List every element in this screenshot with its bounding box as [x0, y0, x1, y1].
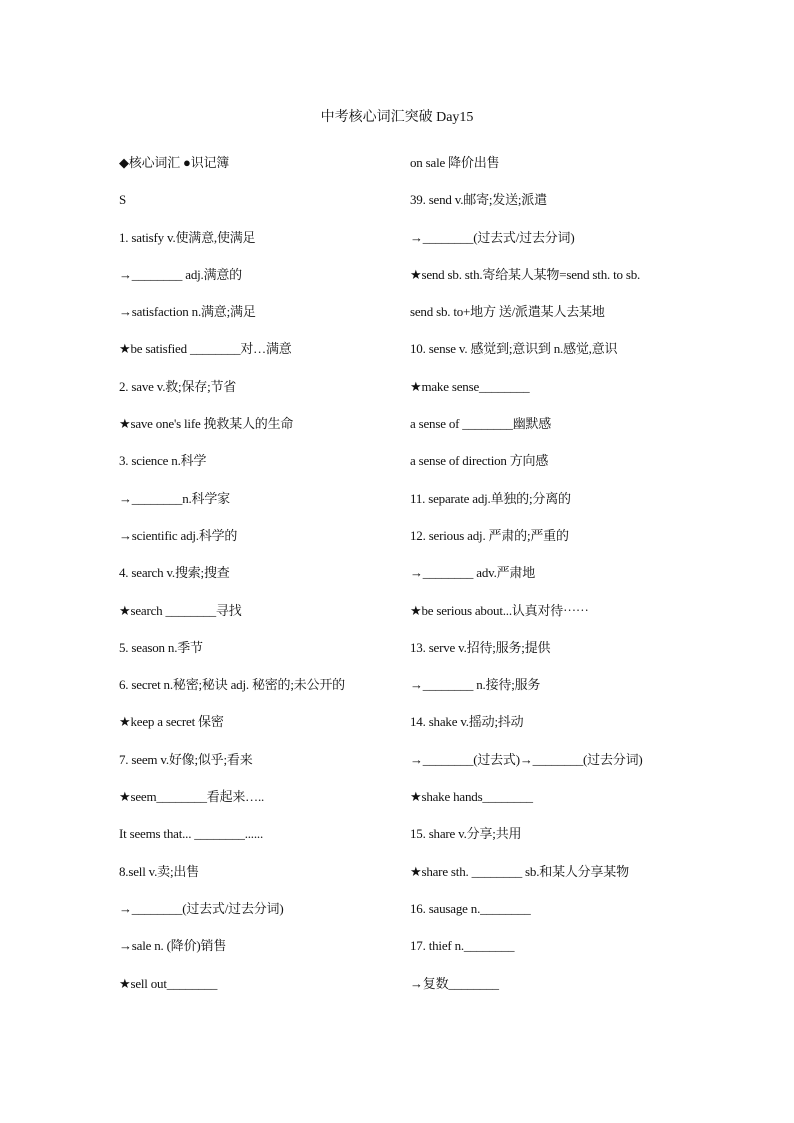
left-column-line: ★be satisfied ________对…满意: [119, 341, 292, 357]
right-column-line: 10. sense v. 感觉到;意识到 n.感觉,意识: [410, 341, 618, 357]
left-column-line: →________ adj.满意的: [119, 266, 242, 282]
right-column-line: 13. serve v.招待;服务;提供: [410, 639, 551, 655]
right-column-line: →________(过去式)→________(过去分词): [410, 751, 643, 767]
right-column-line: a sense of direction 方向感: [410, 453, 549, 469]
left-column-line: 6. secret n.秘密;秘诀 adj. 秘密的;未公开的: [119, 677, 345, 693]
right-column-line: 39. send v.邮寄;发送;派遣: [410, 192, 547, 208]
right-column-line: 11. separate adj.单独的;分离的: [410, 490, 571, 506]
right-column-line: →________ n.接待;服务: [410, 677, 541, 693]
right-column-line: 17. thief n.________: [410, 938, 515, 954]
left-column-line: 4. search v.搜索;搜查: [119, 565, 230, 581]
right-column-line: ★make sense________: [410, 378, 530, 394]
left-column-line: →________(过去式/过去分词): [119, 900, 284, 916]
left-column-line: ★save one's life 挽救某人的生命: [119, 416, 294, 432]
left-column-line: ★search ________寻找: [119, 602, 242, 618]
left-column: [119, 153, 419, 1011]
left-column-line: ★keep a secret 保密: [119, 714, 224, 730]
right-column-line: a sense of ________幽默感: [410, 416, 552, 432]
right-column-line: ★share sth. ________ sb.和某人分享某物: [410, 863, 629, 879]
left-column-line: →satisfaction n.满意;满足: [119, 304, 256, 320]
right-column-line: →________(过去式/过去分词): [410, 229, 575, 245]
left-column-line: →________n.科学家: [119, 490, 230, 506]
right-column-line: ★send sb. sth.寄给某人某物=send sth. to sb.: [410, 266, 641, 282]
left-column-line: →scientific adj.科学的: [119, 527, 238, 543]
left-column-line: 8.sell v.卖;出售: [119, 863, 199, 879]
left-column-line: 3. science n.科学: [119, 453, 207, 469]
page-title: 中考核心词汇突破 Day15: [320, 110, 474, 125]
right-column-line: →复数________: [410, 975, 499, 991]
right-column-line: →________ adv.严肃地: [410, 565, 536, 581]
right-column-line: 15. share v.分享;共用: [410, 826, 522, 842]
left-column-line: →sale n. (降价)销售: [119, 938, 227, 954]
right-column-line: 16. sausage n.________: [410, 900, 531, 916]
right-column-line: 14. shake v.摇动;抖动: [410, 714, 524, 730]
right-column-line: on sale 降价出售: [410, 155, 500, 170]
left-column-line: 7. seem v.好像;似乎;看来: [119, 751, 253, 767]
left-column-line: 5. season n.季节: [119, 639, 203, 655]
left-column-line: ★seem________看起来…..: [119, 789, 265, 805]
right-column-line: ★shake hands________: [410, 789, 533, 805]
left-column-line: ★sell out________: [119, 975, 218, 991]
right-column-line: ★be serious about...认真对待⋯⋯: [410, 602, 589, 618]
left-column-line: It seems that... ________......: [119, 826, 264, 842]
left-column-line: S: [119, 192, 127, 208]
left-column-line: ◆核心词汇 ●识记簿: [119, 155, 230, 170]
right-column-line: 12. serious adj. 严肃的;严重的: [410, 527, 569, 543]
left-column-line: 1. satisfy v.使满意,使满足: [119, 229, 256, 245]
right-column: [410, 153, 710, 1011]
left-column-line: 2. save v.救;保存;节省: [119, 378, 237, 394]
right-column-line: send sb. to+地方 送/派遣某人去某地: [410, 304, 605, 320]
